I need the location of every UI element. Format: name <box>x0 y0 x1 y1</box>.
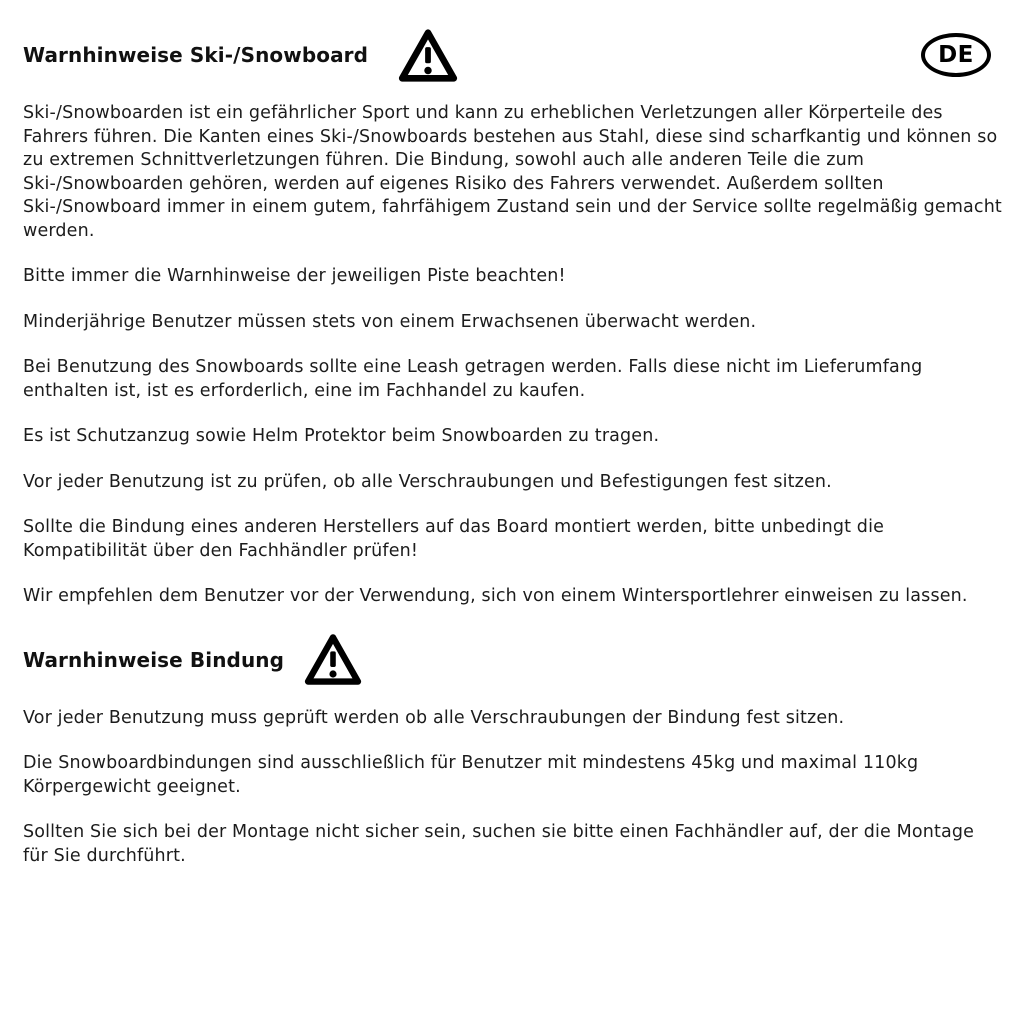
paragraph: Die Snowboardbindungen sind ausschließlich für Benutzer mit mindestens 45kg und maximal 110kg Körpergewicht geeignet. <box>23 753 919 797</box>
section-heading-row-bindung <box>23 631 1003 689</box>
language-badge: DE <box>921 33 991 77</box>
paragraph: Sollte die Bindung eines anderen Herstellers auf das Board montiert werden, bitte unbedingt die Kompatibilität über den Fachhändler prüfen! <box>23 517 884 561</box>
paragraph: Ski-/Snowboarden ist ein gefährlicher Sport und kann zu erheblichen Verletzungen aller Körperteile des Fahrers führen. Die Kanten eines Ski-/Snowboards bestehen aus Stahl, diese sind scharfkantig und können so zu extremen Schnittverletzungen führen. Die Bindung, sowohl auch alle anderen Teile die zum Ski-/Snowboarden gehören, werden auf eigenes Risiko des Fahrers verwendet. Außerdem sollten Ski-/Snowboard immer in einem gutem, fahrfähigem Zustand sein und der Service sollte regelmäßig gemacht werden. <box>23 103 1002 241</box>
paragraph: Minderjährige Benutzer müssen stets von einem Erwachsenen überwacht werden. <box>23 311 757 332</box>
section-heading-bindung: Warnhinweise Bindung <box>23 647 285 672</box>
section-heading-row-ski-snowboard <box>23 26 1003 84</box>
paragraph: Wir empfehlen dem Benutzer vor der Verwendung, sich von einem Wintersportlehrer einweisen zu lassen. <box>23 586 968 606</box>
paragraph: Bei Benutzung des Snowboards sollte eine Leash getragen werden. Falls diese nicht im Lieferumfang enthalten ist, ist es erforderlich, eine im Fachhandel zu kaufen. <box>23 357 923 401</box>
warning-triangle-icon <box>304 632 362 687</box>
section-heading-ski-snowboard: Warnhinweise Ski-/Snowboard <box>23 43 369 67</box>
paragraph: Bitte immer die Warnhinweise der jeweiligen Piste beachten! <box>23 266 566 286</box>
warning-triangle-icon <box>398 27 458 84</box>
paragraph: Vor jeder Benutzung muss geprüft werden ob alle Verschraubungen der Bindung fest sitzen. <box>23 707 845 728</box>
paragraph: Sollten Sie sich bei der Montage nicht sicher sein, suchen sie bitte einen Fachhändler auf, der die Montage für Sie durchführt. <box>23 822 975 866</box>
paragraph: Es ist Schutzanzug sowie Helm Protektor beim Snowboarden zu tragen. <box>23 426 660 446</box>
paragraph: Vor jeder Benutzung ist zu prüfen, ob alle Verschraubungen und Befestigungen fest sitzen. <box>23 471 832 492</box>
